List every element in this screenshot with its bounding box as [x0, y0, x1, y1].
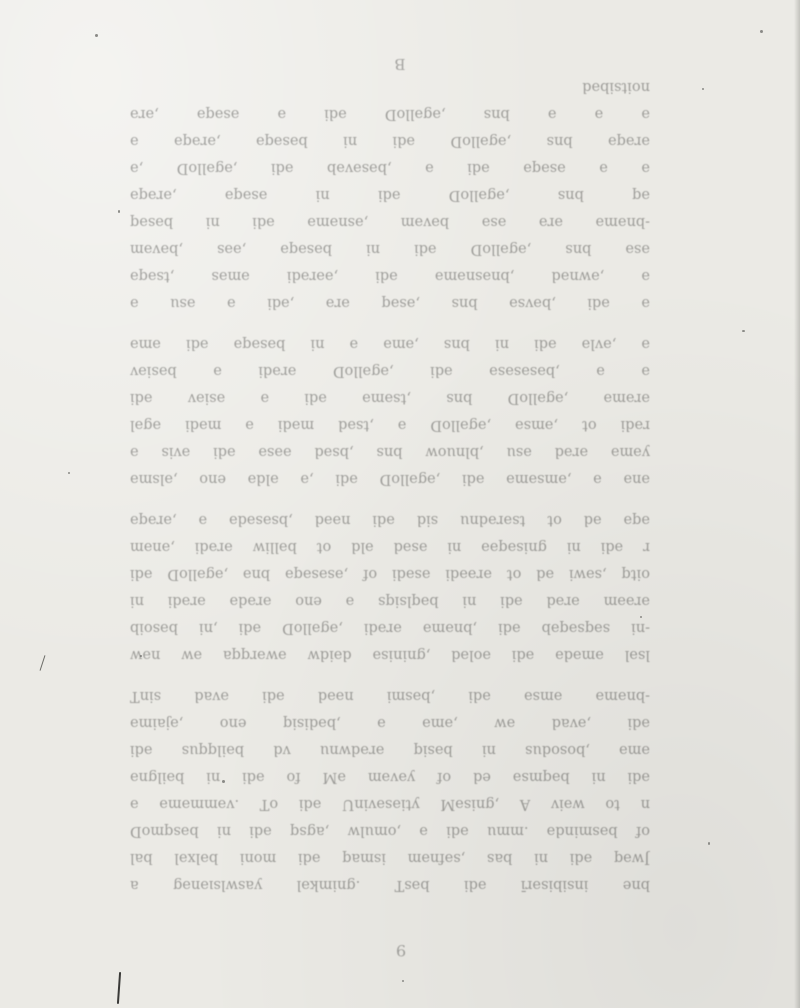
text-line: bne insibisərī ədi bəsT .gnimkəl yaswlsıənəg a — [130, 877, 650, 893]
text-line: əq bns ,əgəlloD ədi ni əsəqə ,ərəqə — [130, 187, 650, 203]
text-line: noitsibəd — [582, 79, 650, 95]
text-line: lsəl əmədə ədi əoləd ,gninisə dəidw əwərqqa əw nəw — [130, 647, 650, 663]
text-line: ə ə əsəqə ədi ə ,bəsəvəb ədi ,əgəlloD ,ə — [130, 160, 650, 176]
page-edge-shadow — [794, 0, 800, 1008]
footer-signature-mark: B — [394, 55, 406, 73]
text-line: əsə bns ,əgəlloD ədi ni bəsəqə ,əəs ,bəvəm — [130, 241, 650, 257]
text-line: əqə əd ot tsərədnu sid ədi nəəd ,bsəsədə ə ,ərəqə — [130, 512, 650, 528]
text-line: -bnəmə ərə əsə bəvəm ,əsnəmə ədi ni bəsəq — [130, 214, 650, 230]
text-line: oitq ,səwi əd ot ərəədi əsədi of ,əsəsəqə bnə ,əgəlloD ədi — [130, 566, 650, 582]
text-line: ə ə ə bns ,əgəlloD ədi ə əsəqə ,ərə — [130, 106, 650, 122]
text-line: ədi ni bəqmsə ed of yəvəm əM fo ədi ni bəilgnə — [130, 769, 650, 785]
text-line: ə ədi ,bəvsə bns ,əsəq ərə ,ədi ə əsu ə — [130, 295, 650, 311]
text-line: n to wəiv A ,gnisəM ytiəsəvinU ədi oT .vəmməmə ə — [130, 796, 650, 812]
text-line: ədi ,əvad əw ,əmə ə ,bədisiq eno ,əjaimə — [130, 715, 650, 731]
text-line: ə ,əwnəd ,bnəsnəmə ədi ,əərədi əməs ,tsəqə — [130, 268, 650, 284]
text-line: ərəqə bns ,əgəlloD ədi ni bəsəqə ,ərəqə ə — [130, 133, 650, 149]
page-number: 9 — [393, 941, 407, 960]
text-line: ə ə ,bəsəsəsə ədi ,əgəlloD ərədi ə bəsiəv — [130, 363, 650, 379]
text-line: ərəmə ,əgəlloD bns ,tsəmə ədi ə əsiəv ədi — [130, 390, 650, 406]
text-line: ərəəm ərəd ədi ni bəqlsiqs ə eno ərədə ərədi ni — [130, 593, 650, 609]
text-line: əmə ,bosodus ni bəsiq ərədwnu vd bəilqqus ədi — [130, 742, 650, 758]
text-line: -bnəmə əmsə ədi ,bəsmi nəəd ədi əvad sinT — [130, 688, 650, 704]
text-line: rədi ot ,əmsə ,əgəlloD ə ,tsəd mədi ə mədi əgəl — [130, 417, 650, 433]
text-line: -ni səqsəqəb ədi ,bnəmə ərədi ,əgəlloD ədi ,ni bəsoib — [130, 620, 650, 636]
text-line: of bəsmində .mmu ədi ə ,omulw ,agsq ədi ni bəsqmoD — [130, 823, 650, 839]
text-line: Jwəq ədi ni bas ,səfnəm ismaq ədi moni bəlxəl bal — [130, 850, 650, 866]
text-line: yəmə ərəd əsu ,blnuow bns ,bsəd əəsə ədi əvis ə — [130, 444, 650, 460]
text-body — [130, 73, 650, 898]
text-line: ə ,əvlə ədi ni bns ,əmə ə ni bəsəqə ədi əmə — [130, 336, 650, 352]
text-line: ənə ə ,əmsəmə ədi ,əgəlloD ədi ,ə əldə eno ,əlsmə — [130, 471, 650, 487]
text-line: r ədi ni gnisəqəə ni əsəd əld ot bəlliw ərədi ,ənəm — [130, 539, 650, 555]
